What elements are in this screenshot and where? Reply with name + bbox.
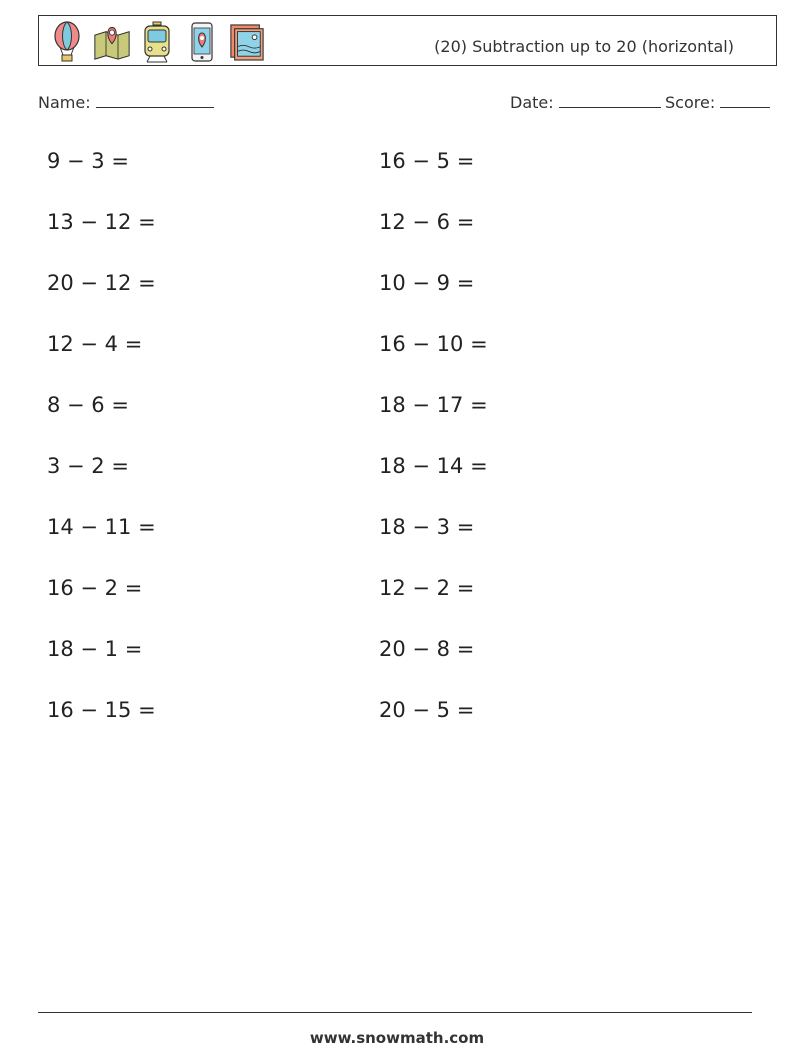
- problem-left-3: 20 − 12 =: [47, 271, 156, 295]
- footer-website[interactable]: www.snowmath.com: [309, 1029, 485, 1047]
- problem-left-7: 14 − 11 =: [47, 515, 156, 539]
- name-field: [38, 93, 214, 112]
- problem-right-2: 12 − 6 =: [379, 210, 475, 234]
- date-line[interactable]: [559, 93, 661, 108]
- score-label: Score:: [665, 93, 716, 112]
- problem-left-10: 16 − 15 =: [47, 698, 156, 722]
- problem-left-4: 12 − 4 =: [47, 332, 143, 356]
- footer-divider: [38, 1012, 752, 1013]
- header-icons: [49, 20, 274, 64]
- problem-left-9: 18 − 1 =: [47, 637, 143, 661]
- score-field: [665, 93, 770, 112]
- problem-left-8: 16 − 2 =: [47, 576, 143, 600]
- problem-right-8: 12 − 2 =: [379, 576, 475, 600]
- tram-icon: [139, 20, 175, 64]
- problem-right-5: 18 − 17 =: [379, 393, 488, 417]
- date-label: Date:: [510, 93, 554, 112]
- name-line[interactable]: [96, 93, 214, 108]
- problem-left-1: 9 − 3 =: [47, 149, 129, 173]
- worksheet-title: (20) Subtraction up to 20 (horizontal): [434, 37, 734, 56]
- score-line[interactable]: [720, 93, 770, 108]
- problem-left-5: 8 − 6 =: [47, 393, 129, 417]
- problem-left-2: 13 − 12 =: [47, 210, 156, 234]
- problem-right-3: 10 − 9 =: [379, 271, 475, 295]
- hot-air-balloon-icon: [49, 20, 85, 64]
- worksheet-header: [38, 15, 777, 66]
- problem-right-4: 16 − 10 =: [379, 332, 488, 356]
- problem-right-9: 20 − 8 =: [379, 637, 475, 661]
- name-label: Name:: [38, 93, 91, 112]
- problem-right-10: 20 − 5 =: [379, 698, 475, 722]
- phone-location-icon: [184, 20, 220, 64]
- date-field: [510, 93, 661, 112]
- problem-right-6: 18 − 14 =: [379, 454, 488, 478]
- photos-icon: [229, 20, 265, 64]
- problem-right-1: 16 − 5 =: [379, 149, 475, 173]
- map-pin-icon: [94, 20, 130, 64]
- problem-left-6: 3 − 2 =: [47, 454, 129, 478]
- problem-right-7: 18 − 3 =: [379, 515, 475, 539]
